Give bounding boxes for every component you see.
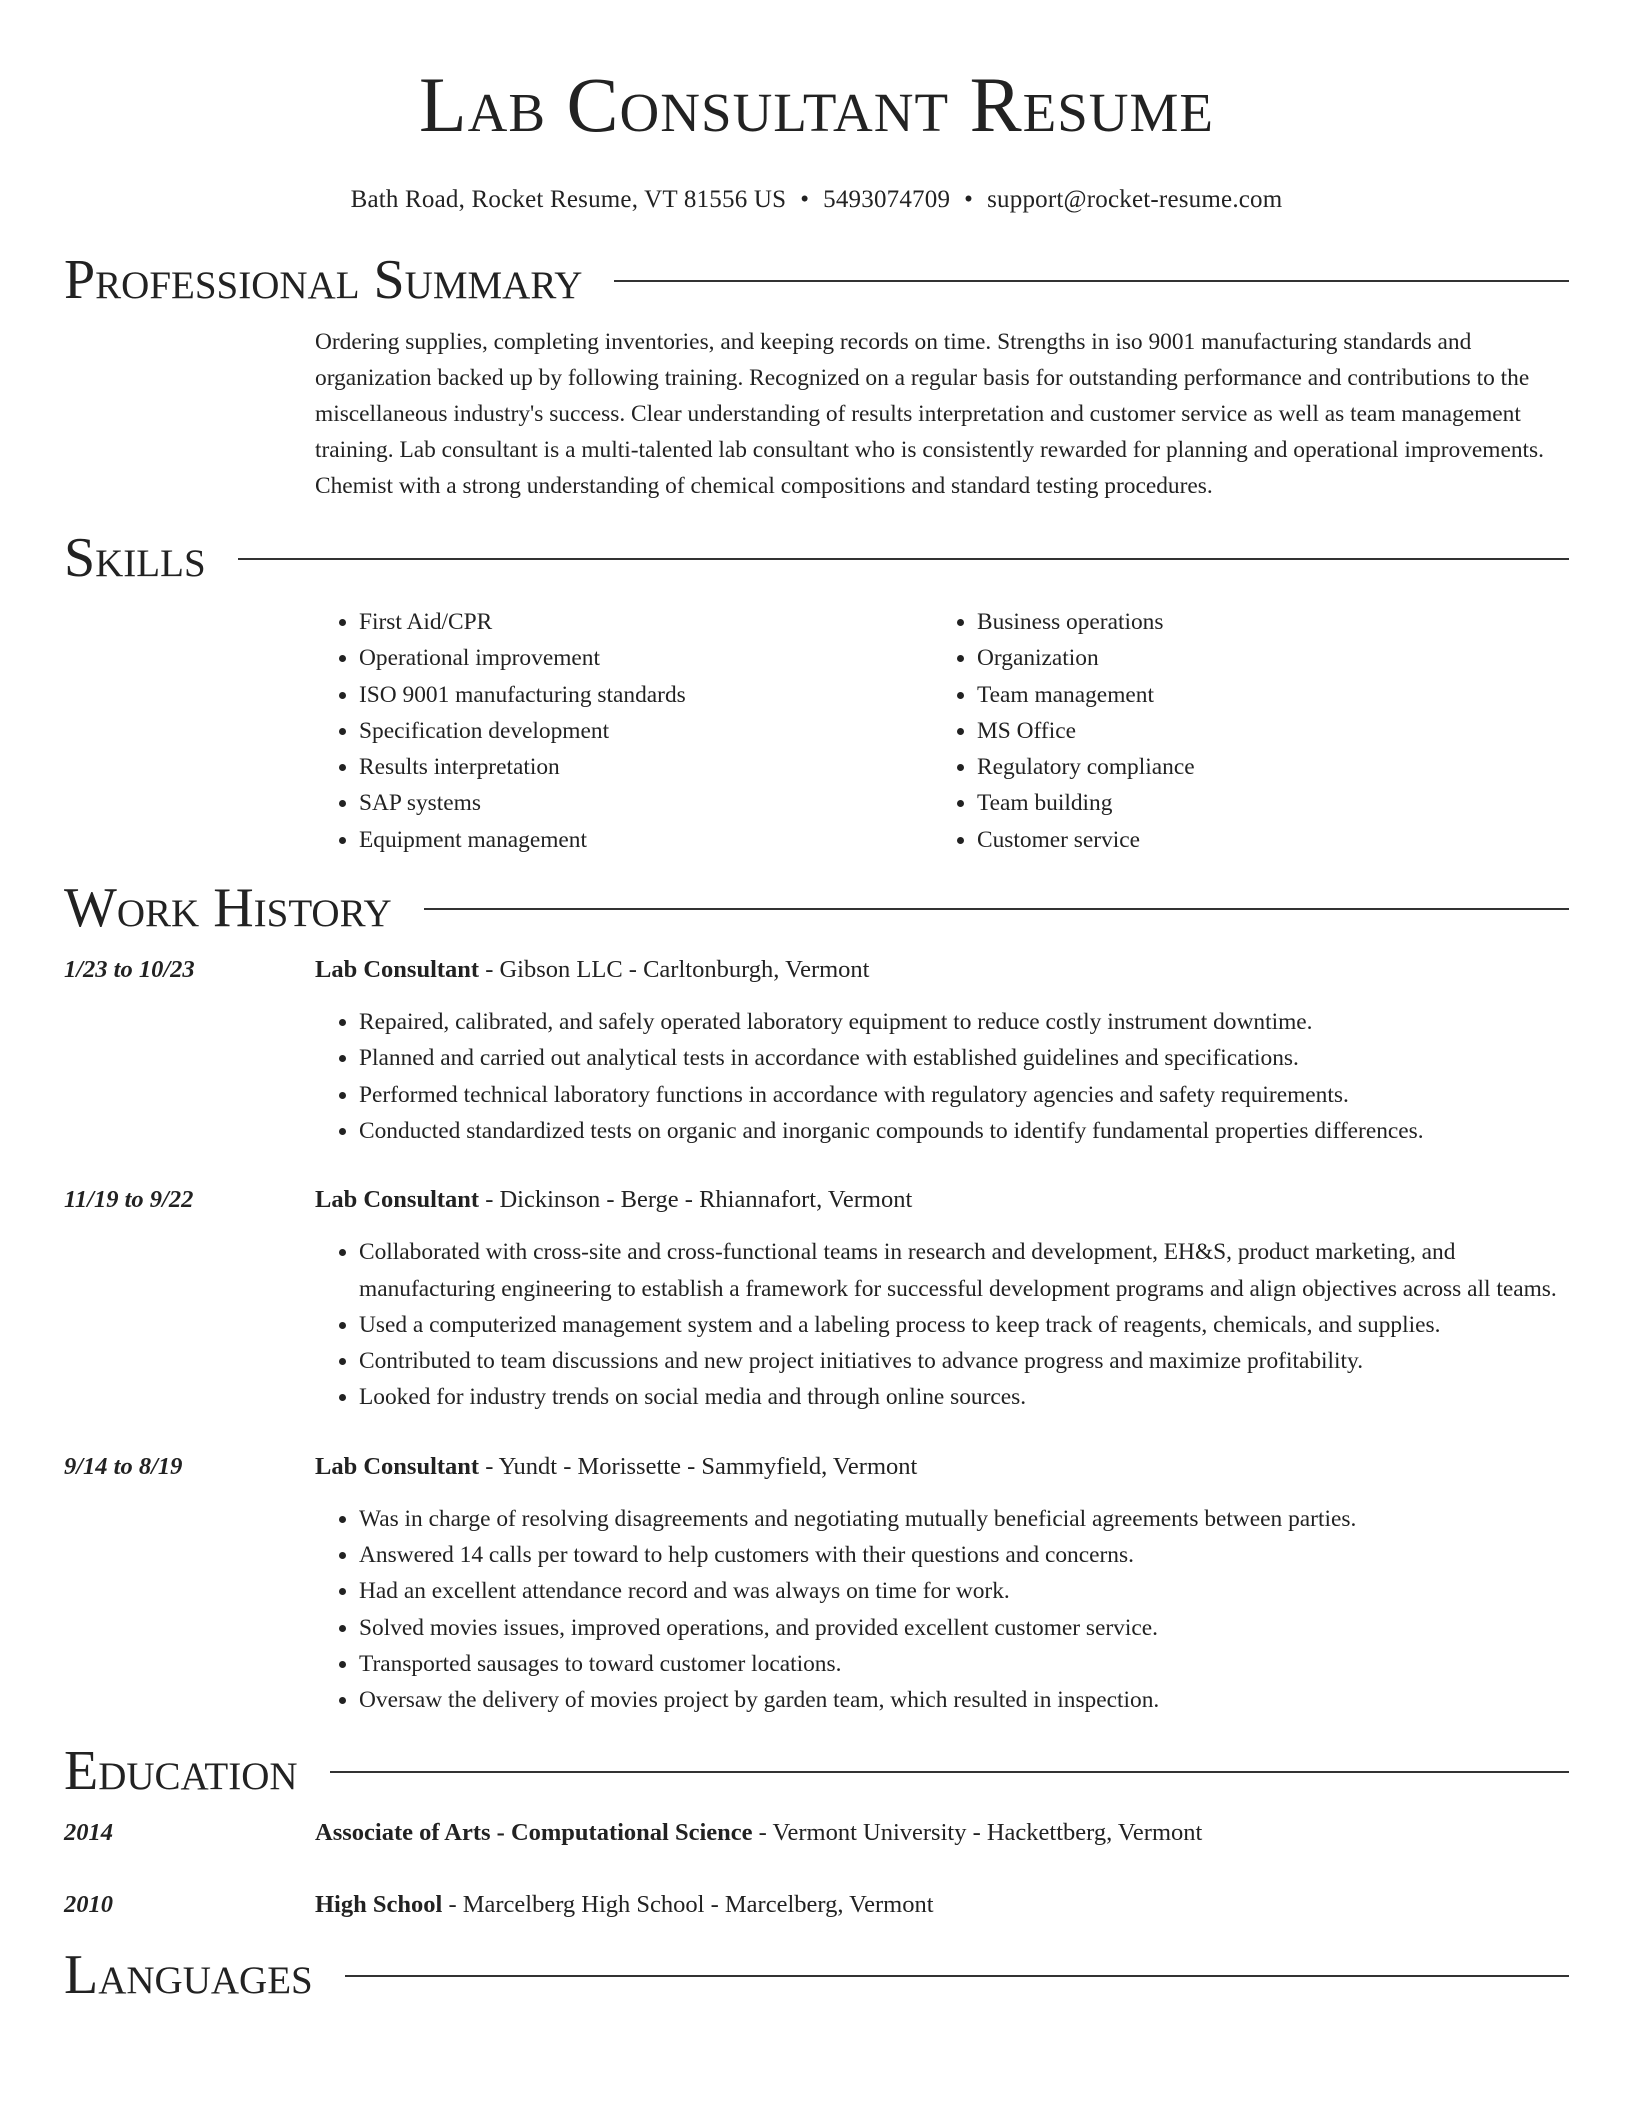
section-divider xyxy=(238,558,1569,560)
job-bullet: • Solved movies issues, improved operations, and provided excellent customer service. xyxy=(359,1610,1569,1646)
job-entry xyxy=(64,1182,1569,1415)
job-bullet: • Transported sausages to toward customer locations. xyxy=(359,1646,1569,1682)
job-bullet: • Answered 14 calls per toward to help customers with their questions and concerns. xyxy=(359,1537,1569,1573)
job-dates: 11/19 to 9/22 xyxy=(64,1186,194,1214)
education-degree: High School xyxy=(315,1890,443,1918)
job-bullet: • Conducted standardized tests on organic and inorganic compounds to identify fundamental properties differences. xyxy=(359,1113,1569,1149)
summary-body xyxy=(315,324,1569,504)
work-section-header xyxy=(64,878,1569,938)
skill-item: • Team management xyxy=(977,677,1551,713)
skill-item: • Team building xyxy=(977,785,1551,821)
job-employer: - Gibson LLC - Carltonburgh, Vermont xyxy=(479,956,870,984)
education-degree: Associate of Arts - Computational Science xyxy=(315,1818,753,1846)
job-title-line xyxy=(315,1182,912,1218)
skills-section-header xyxy=(64,528,1569,588)
skill-item: • First Aid/CPR xyxy=(359,604,933,640)
skill-item: • Customer service xyxy=(977,822,1551,858)
education-section-header xyxy=(64,1741,1569,1801)
education-title-line xyxy=(315,1815,1202,1851)
skill-item: • Specification development xyxy=(359,713,933,749)
skill-item: • ISO 9001 manufacturing standards xyxy=(359,677,933,713)
skills-grid xyxy=(315,604,1569,858)
section-heading-work: Work History xyxy=(64,877,392,940)
education-year: 2014 xyxy=(64,1818,113,1846)
job-employer: - Dickinson - Berge - Rhiannafort, Vermont xyxy=(479,1186,913,1214)
skill-item: • Business operations xyxy=(977,604,1551,640)
contact-separator: • xyxy=(800,186,810,213)
summary-section-header xyxy=(64,250,1569,310)
job-dates: 1/23 to 10/23 xyxy=(64,956,195,984)
education-year: 2010 xyxy=(64,1890,113,1918)
page-title: Lab Consultant Resume xyxy=(418,61,1215,148)
section-divider xyxy=(424,908,1569,910)
job-entry xyxy=(64,1449,1569,1719)
skill-item: • Organization xyxy=(977,640,1551,676)
section-divider xyxy=(330,1771,1569,1773)
languages-section-header xyxy=(64,1945,1569,2005)
job-bullet: • Used a computerized management system and a labeling process to keep track of reagents, chemicals, and supplies. xyxy=(359,1307,1569,1343)
job-bullet: • Performed technical laboratory functions in accordance with regulatory agencies and safety requirements. xyxy=(359,1077,1569,1113)
contact-phone: 5493074709 xyxy=(823,186,951,213)
job-title-line xyxy=(315,1449,917,1485)
job-bullets xyxy=(315,1234,1569,1415)
job-bullet: • Contributed to team discussions and new project initiatives to advance progress and maximize profitability. xyxy=(359,1343,1569,1379)
education-entry xyxy=(64,1887,1569,1923)
skill-item: • SAP systems xyxy=(359,785,933,821)
skill-item: • MS Office xyxy=(977,713,1551,749)
job-bullet: • Planned and carried out analytical tests in accordance with established guidelines and specifications. xyxy=(359,1040,1569,1076)
section-heading-education: Education xyxy=(64,1739,298,1802)
education-school: - Marcelberg High School - Marcelberg, Vermont xyxy=(442,1890,934,1918)
job-title-line xyxy=(315,952,869,988)
job-title: Lab Consultant xyxy=(315,956,480,984)
job-employer: - Yundt - Morissette - Sammyfield, Vermont xyxy=(479,1452,918,1480)
job-header xyxy=(64,1449,1569,1485)
contact-line xyxy=(64,186,1569,214)
job-dates: 9/14 to 8/19 xyxy=(64,1452,183,1480)
skill-item: • Equipment management xyxy=(359,822,933,858)
job-bullet: • Oversaw the delivery of movies project by garden team, which resulted in inspection. xyxy=(359,1682,1569,1718)
section-heading-languages: Languages xyxy=(64,1943,313,2006)
section-divider xyxy=(345,1975,1569,1977)
section-divider xyxy=(614,280,1569,282)
contact-separator: • xyxy=(964,186,974,213)
job-bullet: • Collaborated with cross-site and cross-functional teams in research and development, EH&S, product marketing, and manufacturing engineering to establish a framework for successful development programs and align objectives across all teams. xyxy=(359,1234,1569,1307)
job-bullets xyxy=(315,1004,1569,1149)
job-bullet: • Repaired, calibrated, and safely operated laboratory equipment to reduce costly instrument downtime. xyxy=(359,1004,1569,1040)
skill-item: • Regulatory compliance xyxy=(977,749,1551,785)
job-bullets xyxy=(315,1501,1569,1719)
job-header xyxy=(64,1182,1569,1218)
summary-text: Ordering supplies, completing inventories, and keeping records on time. Strengths in iso 9001 manufacturing standards and organization backed up by following training. Recognized on a regular basis for outstanding performance and contributions to the miscellaneous industry's success. Clear understanding of results interpretation and customer service as well as team management training. Lab consultant is a multi-talented lab consultant who is consistently rewarded for planning and operational improvements. Chemist with a strong understanding of chemical compositions and standard testing procedures. xyxy=(315,329,1545,499)
section-heading-skills: Skills xyxy=(64,527,206,589)
skills-list-right xyxy=(933,604,1551,858)
job-bullet: • Looked for industry trends on social media and through online sources. xyxy=(359,1379,1569,1415)
education-school: - Vermont University - Hackettberg, Vermont xyxy=(752,1818,1203,1846)
job-bullet: • Had an excellent attendance record and was always on time for work. xyxy=(359,1573,1569,1609)
education-entry xyxy=(64,1815,1569,1851)
skill-item: • Results interpretation xyxy=(359,749,933,785)
education-title-line xyxy=(315,1887,934,1923)
job-bullet: • Was in charge of resolving disagreements and negotiating mutually beneficial agreements between parties. xyxy=(359,1501,1569,1537)
contact-address: Bath Road, Rocket Resume, VT 81556 US xyxy=(350,186,787,213)
job-header xyxy=(64,952,1569,988)
job-title: Lab Consultant xyxy=(315,1452,480,1480)
job-title: Lab Consultant xyxy=(315,1186,480,1214)
skill-item: • Operational improvement xyxy=(359,640,933,676)
job-entry xyxy=(64,952,1569,1149)
contact-email: support@rocket-resume.com xyxy=(987,186,1283,213)
section-heading-summary: Professional Summary xyxy=(64,249,583,311)
skills-list-left xyxy=(315,604,933,858)
